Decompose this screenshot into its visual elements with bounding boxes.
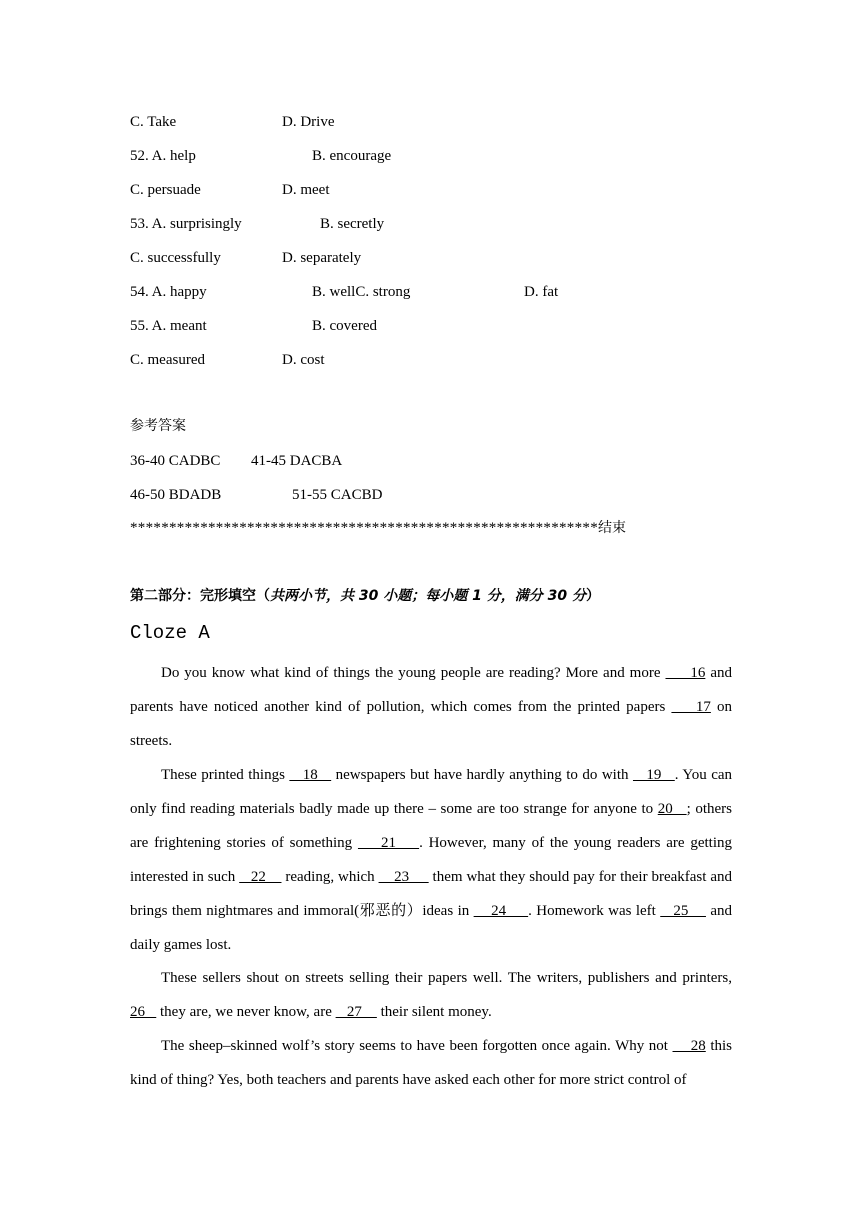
blank-27: 27 [335,1004,377,1020]
option-line [130,316,207,336]
blank-20: 20 [657,801,687,817]
blank-21: 21 [357,835,420,851]
option-c: D. fat [524,284,559,300]
option-a: C. measured [130,352,205,368]
passage-text: These printed things [161,767,290,783]
passage-text: their silent money. [376,1004,492,1020]
option-line [282,180,329,200]
option-line [130,214,242,234]
blank-25: 25 [660,903,706,919]
passage-paragraph-3 [130,961,732,1029]
option-line [130,282,207,302]
answer-group: 36-40 CADBC [130,453,221,469]
option-line [130,180,201,200]
section-title [130,585,600,605]
blank-22: 22 [239,869,282,885]
option-line [524,282,558,302]
passage-text: on streets. [130,699,733,749]
answer-group: 46-50 BDADB [130,487,222,503]
passage-text: newspapers but have hardly anything to do with [331,767,633,783]
section-title-note: 共两小节，共 30 小题；每小题 1 分，满分 30 分 [270,588,586,604]
section-title-main: 第二部分：完形填空（ [130,588,270,604]
option-a: 54. A. happy [130,284,207,300]
end-label: 结束 [598,520,626,536]
passage-text: . You can only find reading materials badly made up there – some are too strange for anyone to [130,767,733,817]
option-b: D. separately [282,250,362,266]
option-b: D. Drive [282,114,335,130]
option-b: D. cost [282,352,325,368]
option-a: 55. A. meant [130,318,207,334]
passage-text: and daily games lost. [130,903,732,953]
option-a: C. persuade [130,182,201,198]
blank-16: 16 [665,665,706,681]
option-a: 52. A. help [130,148,196,164]
option-a: C. Take [130,114,177,130]
answer-group: 41-45 DACBA [251,453,343,469]
option-line [320,214,384,234]
passage-text: The sheep–skinned wolf’s story seems to have been forgotten once again. Why not [161,1038,673,1054]
option-line [282,248,361,268]
passage-text: reading, which [281,869,379,885]
option-a: 53. A. surprisingly [130,216,242,232]
end-marker-line [130,518,626,538]
option-line [312,316,377,336]
option-line [130,146,196,166]
blank-18: 18 [289,767,332,783]
passage-text: . However, many of the young readers are getting interested in such [130,835,732,885]
blank-19: 19 [632,767,675,783]
option-b: B. wellC. strong [312,284,411,300]
passage-text: . Homework was left [528,903,661,919]
option-b: B. secretly [320,216,385,232]
blank-23: 23 [378,869,429,885]
blank-24: 24 [473,903,529,919]
passage-text: this kind of thing? Yes, both teachers and parents have asked each other for more strict control of [130,1038,732,1088]
passage-text: Do you know what kind of things the young people are reading? More and more [161,665,666,681]
passage-paragraph-2 [130,758,732,962]
option-a: C. successfully [130,250,221,266]
blank-28: 28 [672,1038,706,1054]
answer-row [130,485,221,505]
option-line [312,146,391,166]
section-title-close: ） [585,588,600,604]
answer-row [251,451,342,471]
star-divider: ************************************************************ [130,520,598,536]
passage-text: them what they should pay for their breakfast and brings them nightmares and immoral(邪恶的）ideas in [130,869,732,919]
passage-text: they are, we never know, are [156,1004,336,1020]
answers-title: 参考答案 [130,418,186,434]
answer-row [130,451,220,471]
option-b: B. encourage [312,148,392,164]
answer-row [292,485,382,505]
passage-paragraph-1 [130,656,732,758]
option-b: B. covered [312,318,377,334]
cloze-title: Cloze A [130,622,210,644]
blank-26: 26 [130,1004,157,1020]
option-line [130,350,205,370]
passage-paragraph-4 [130,1029,732,1097]
answer-group: 51-55 CACBD [292,487,383,503]
option-line [282,112,335,132]
passage-text: ; others are frightening stories of something [130,801,733,851]
passage-text: and parents have noticed another kind of pollution, which comes from the printed papers [130,665,732,715]
option-b: D. meet [282,182,330,198]
option-line [282,350,325,370]
passage-text: These sellers shout on streets selling their papers well. The writers, publishers and printers, [161,970,732,986]
option-line [312,282,410,302]
option-line [130,248,221,268]
blank-17: 17 [671,699,711,715]
option-line [130,112,176,132]
